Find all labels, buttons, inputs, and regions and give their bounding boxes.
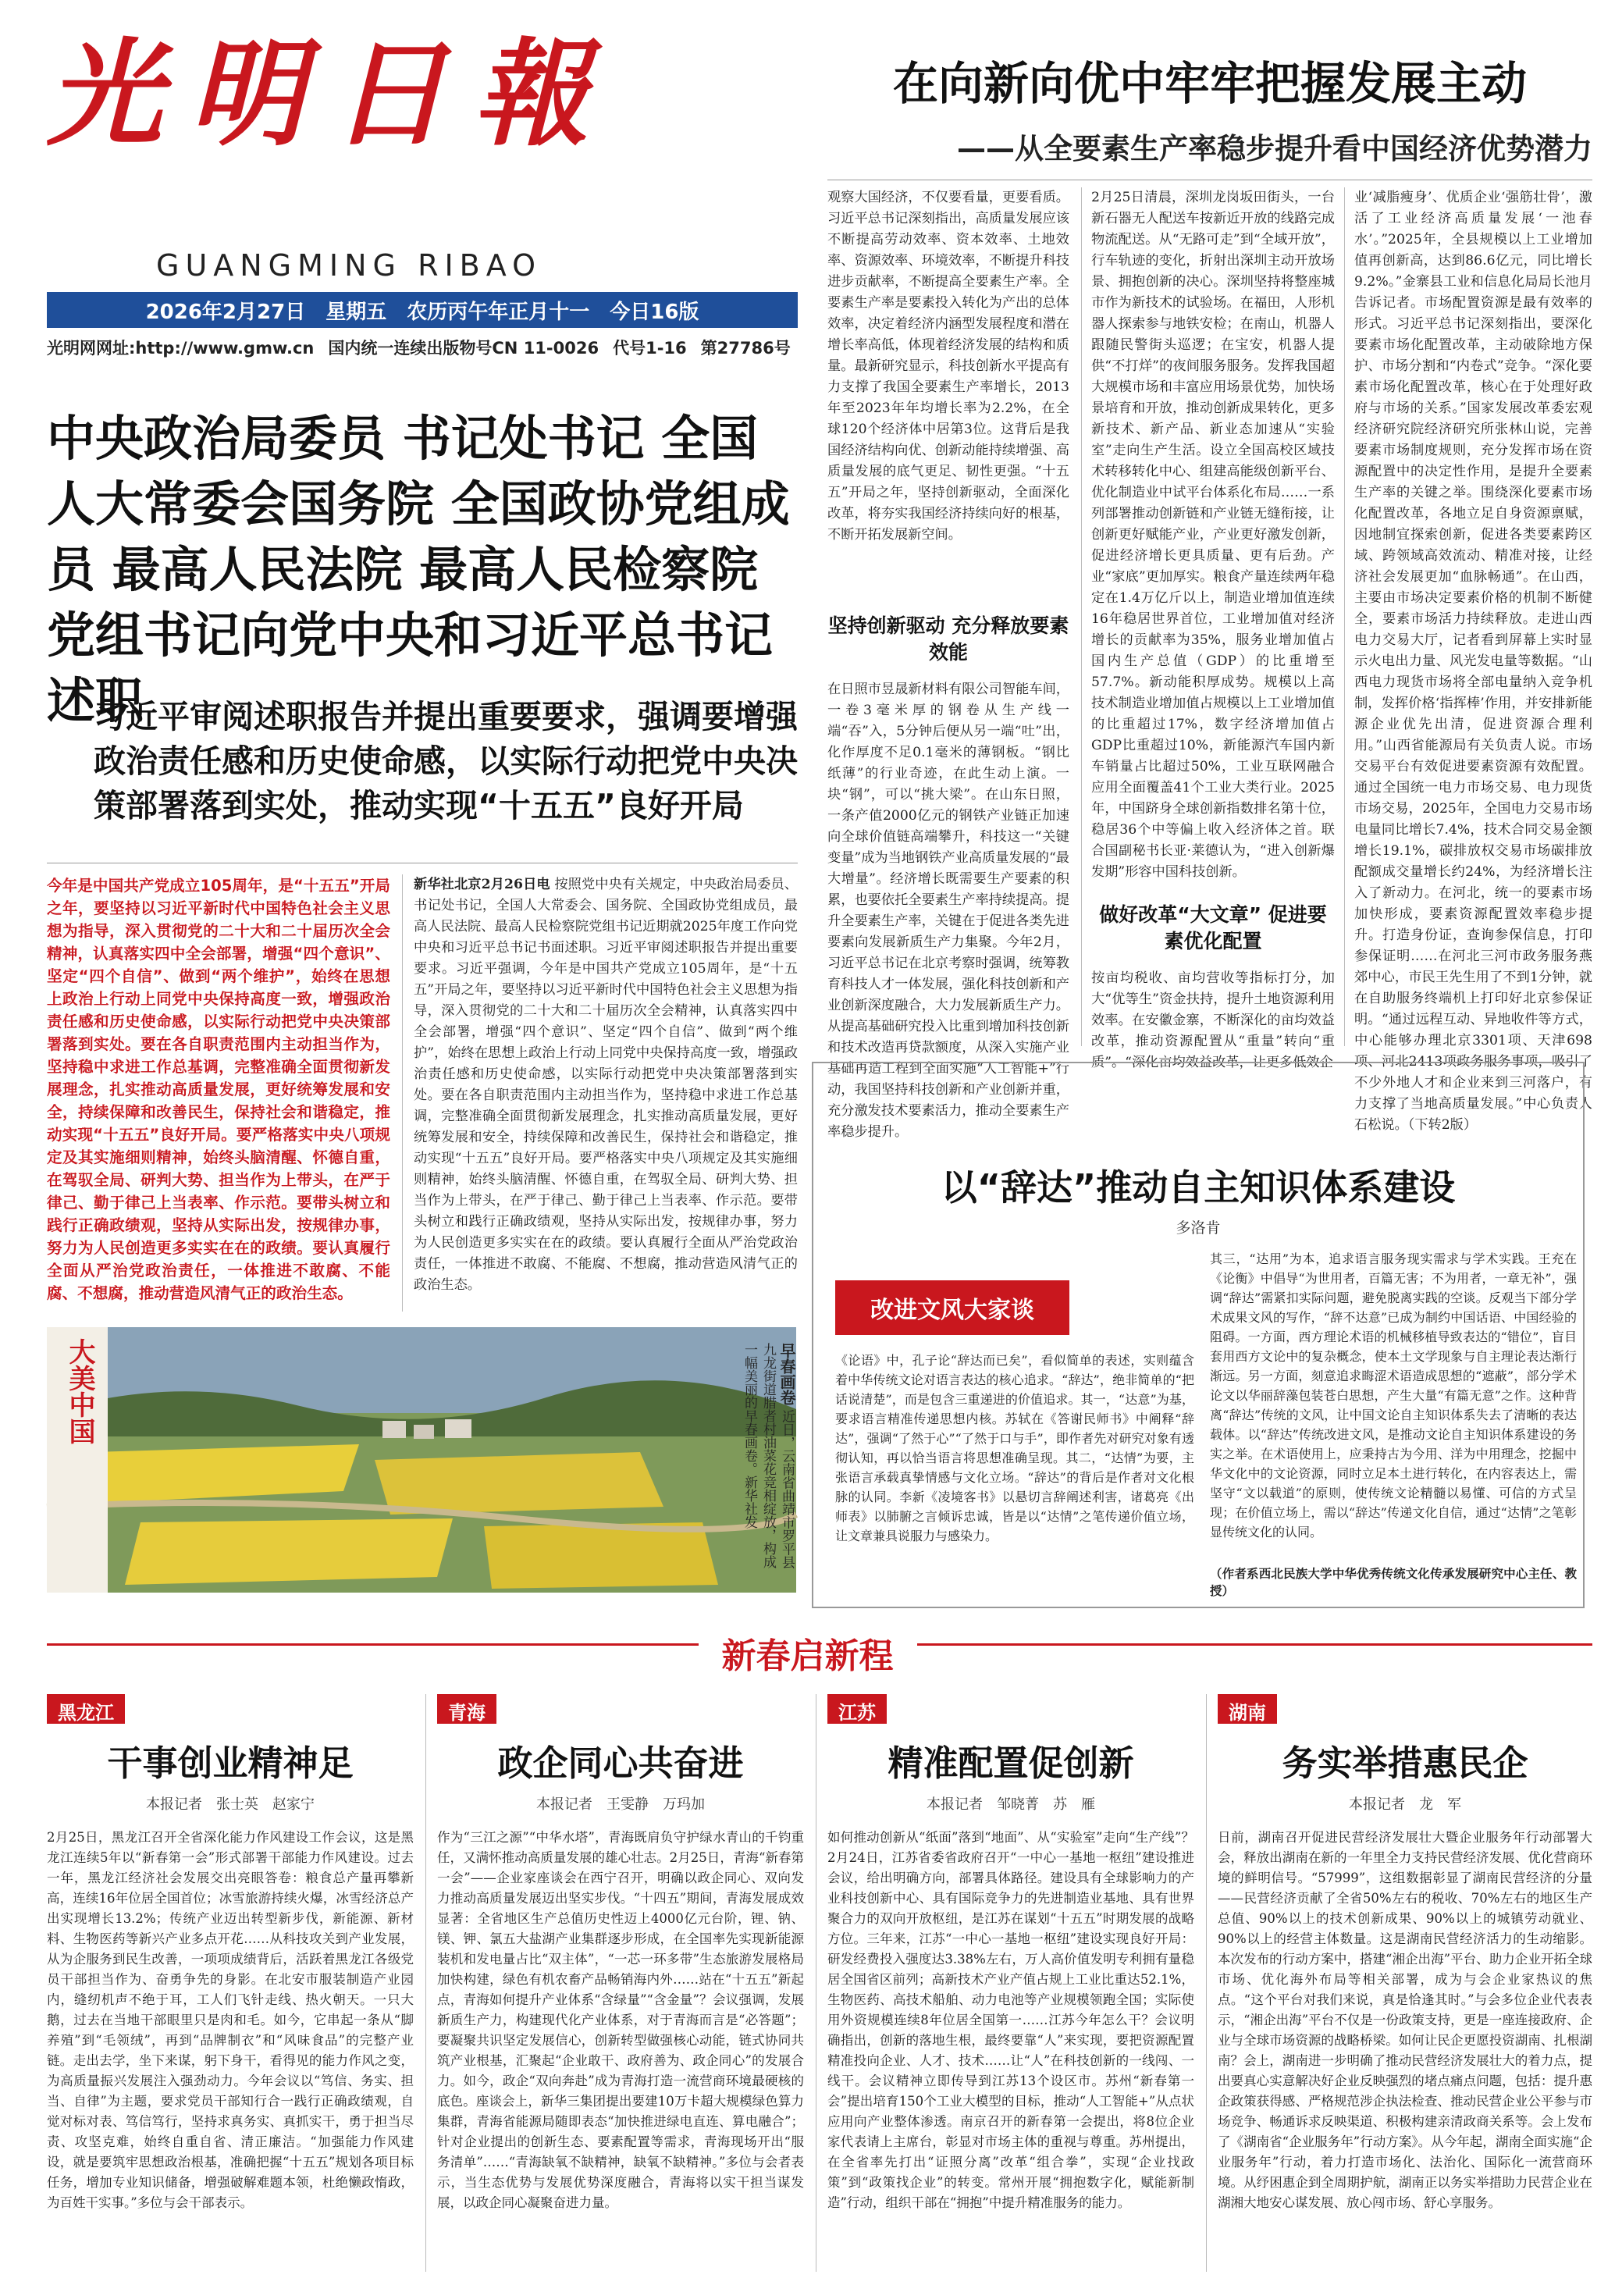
masthead-pinyin: GUANGMING RIBAO — [156, 248, 542, 283]
lead-headline: 中央政治局委员 书记处书记 全国人大常委会国务院 全国政协党组成员 最高人民法院 最高人民检察院党组书记向党中央和习近平总书记述职 — [47, 410, 790, 729]
right-headline: 在向新向优中牢牢把握发展主动 — [892, 57, 1527, 110]
region-byline: 本报记者 王雯静 万玛加 — [536, 1796, 705, 1813]
region-title: 干事创业精神足 — [107, 1742, 354, 1784]
photo-tag-text: 大美中国 — [64, 1338, 95, 1444]
issue-number: 第27786号 — [700, 339, 791, 358]
lead-body — [414, 874, 798, 1312]
date-bar — [47, 292, 798, 328]
region-byline: 本报记者 邹晓菁 苏 雁 — [927, 1796, 1095, 1813]
website[interactable]: 光明网网址:http://www.gmw.cn — [47, 339, 315, 358]
divider — [1081, 187, 1082, 1046]
lead-body-text: 按照党中央有关规定，中央政治局委员、书记处书记，全国人大常委会、国务院、全国政协党组成员，最高人民法院、最高人民检察院党组书记近期就2025年度工作向党中央和习近平总书记书面述职。习近平审阅述职报告并提出重要要求。习近平强调，今年是中国共产党成立105周年，是“十五五”开局之年，要坚持以习近平新时代中国特色社会主义思想为指导，深入贯彻党的二十大和二十届历次全会精神，认真落实四中全会部署，增强“四个意识”、坚定“四个自信”、做到“两个维护”，始终在思想上政治上行动上同党中央保持高度一致，增强政治责任感和历史使命感，以实际行动把党中央决策部署落到实处。要在各自职责范围内主动担当作为，坚持稳中求进工作总基调，完整准确全面贯彻新发展理念，扎实推动高质量发展，更好统筹发展和安全，持续保障和改善民生，保持社会和谐稳定，推动实现“十五五”良好开局。要严格落实中央八项规定及其实施细则精神，始终头脑清醒、怀德自重，在驾驭全局、研判大势、担当作为上带头，在严于律己、勤于律己上当表率、作示范。要带头树立和践行正确政绩观，坚持从实际出发，按规律办事，努力为人民创造更多实实在在的政绩。要认真履行全面从严治党政治责任，一体推进不敢腐、不能腐、不想腐，推动营造风清气正的政治生态。 — [414, 877, 798, 1293]
distribution-code: 代号1-16 — [613, 339, 687, 358]
divider — [425, 1694, 426, 2272]
region-byline: 本报记者 张士英 赵家宁 — [146, 1796, 315, 1813]
region-story-hunan — [1218, 1694, 1592, 2296]
divider — [402, 874, 403, 1312]
region-story-qinghai — [437, 1694, 804, 2296]
right-col1b: 在日照市昱晟新材料有限公司智能车间，一卷3毫米厚的钢卷从生产线一端“吞”入，5分钟后便从另一端“吐”出，化作厚度不足0.1毫米的薄钢板。“钢比纸薄”的行业奇迹，在此生动上演。一块“钢”，可以“挑大梁”。在山东日照，一条产值2000亿元的钢铁产业链正加速向全球价值链高端攀升，科技这一“关键变量”成为当地钢铁产业高质量发展的“最大增量”。经济增长既需要生产要素的积累，也要依托全要素生产率持续提高。提升全要素生产率，关键在于促进各类先进要素向发展新质生产力集聚。今年2月，习近平总书记在北京考察时强调，统筹教育科技人才一体发展，强化科技创新和产业创新深度融合，大力发展新质生产力。从提高基础研究投入比重到增加科技创新和技术改造再贷款额度，从深入实施产业基础再造工程到全面实施“人工智能+”行动，我国坚持科技创新和产业创新并重，充分激发技术要素活力，推动全要素生产率稳步提升。 — [827, 682, 1069, 1140]
right-subtitle-1: 坚持创新驱动 充分释放要素效能 — [827, 614, 1069, 664]
divider — [1344, 187, 1345, 1046]
section-title — [0, 1628, 1615, 1678]
photo-caption-text: 近日，云南省曲靖市罗平县九龙街道腊者村油菜花竞相绽放，构成一幅美丽的早春画卷。新华社发 — [742, 1343, 795, 1569]
lead-subhead: 习近平审阅述职报告并提出重要要求，强调要增强政治责任感和历史使命感，以实际行动把党中央决策部署落到实处，推动实现“十五五”良好开局 — [94, 698, 798, 824]
right-subhead: ——从全要素生产率稳步提升看中国经济优势潜力 — [957, 132, 1592, 166]
date: 2026年2月27日 — [145, 300, 306, 324]
masthead-name: 光明日報 — [47, 26, 615, 162]
essay-credit: （作者系西北民族大学中华优秀传统文化传承发展研究中心主任、教授） — [1210, 1566, 1577, 1598]
region-tag: 江苏 — [827, 1694, 887, 1724]
region-tag: 青海 — [437, 1694, 496, 1724]
region-byline: 本报记者 龙 军 — [1349, 1796, 1461, 1813]
photo-caption — [663, 1343, 796, 1577]
essay-column-tag: 改进文风大家谈 — [835, 1280, 1069, 1335]
photo-title: 早春画卷 — [777, 1343, 796, 1405]
region-title: 精准配置促创新 — [888, 1742, 1134, 1784]
lunar-date: 农历丙午年正月十一 — [407, 300, 590, 324]
region-body: 作为“三江之源”“中华水塔”，青海既肩负守护绿水青山的千钧重任，又满怀推动高质量发展的雄心壮志。2月25日，青海“新春第一会”——企业家座谈会在西宁召开，明确以政企同心、双向发力推动高质量发展迈出坚实步伐。“十四五”期间，青海发展成效显著：全省地区生产总值历史性迈上4000亿元台阶，锂、钠、镁、钾、氯五大盐湖产业集群逐步形成，在全国率先实现新能源装机和发电量占比“双主体”，“一芯一环多带”生态旅游发展格局加快构建，绿色有机农畜产品畅销海内外……站在“十五五”新起点，青海如何提升产业体系“含绿量”“含金量”？会议强调，发展新质生产力，构建现代化产业体系，对于青海而言是“必答题”；要凝聚共识坚定发展信心，创新转型做强核心动能，链式协同共筑产业根基，汇聚起“企业敢干、政府善为、政企同心”的发展合力。如今，政企“双向奔赴”成为青海打造一流营商环境最硬核的底色。座谈会上，新华三集团提出要建10万卡超大规模绿色算力集群，青海省能源局随即表态“加快推进绿电直连、算电融合”；针对企业提出的创新生态、要素配置等需求，青海现场开出“服务清单”……“青海缺氧不缺精神，缺氧不缺精神。”多位与会者表示，当生态优势与发展优势深度融合，青海将以实干担当谋发展，以政企同心凝聚奋进力量。 — [437, 1830, 804, 2210]
region-body: 日前，湖南召开促进民营经济发展壮大暨企业服务年行动部署大会，释放出湖南在新的一年里全力支持民营经济发展、优化营商环境的鲜明信号。“57999”，这组数据彰显了湖南民营经济的分量——民营经济贡献了全省50%左右的税收、70%左右的地区生产总值、90%以上的技术创新成果、90%以上的城镇劳动就业、90%以上的经营主体数量。这是湖南民营经济活力的生动缩影。本次发布的行动方案中，搭建“湘企出海”平台、助力企业开拓全球市场、优化海外布局等相关部署，成为与会企业家热议的焦点。“这个平台对我们来说，真是恰逢其时。”与会多位企业代表表示，“湘企出海”平台不仅是一份政策支持，更是一座连接政府、企业与全球市场资源的战略桥梁。如何让民企更愿投资湖南、扎根湖南？会上，湖南进一步明确了推动民营经济发展壮大的着力点，提出要真心实意解决好企业反映强烈的堵点痛点问题，包括：提升惠企政策获得感、严格规范涉企执法检查、推动民营企业公平参与市场竞争、畅通诉求反映渠道、积极构建亲清政商关系等。会上发布了《湖南省“企业服务年”行动方案》。从今年起，湖南全面实施“企业服务年”行动，着力打造市场化、法治化、国际化一流营商环境。从纾困惠企到全周期护航，湖南正以务实举措助力民营企业在湖湘大地安心谋发展、放心闯市场、舒心享服务。 — [1218, 1830, 1592, 2210]
region-title: 务实举措惠民企 — [1282, 1742, 1528, 1784]
lead-dateline: 新华社北京2月26日电 — [414, 877, 550, 892]
right-subtitle-2: 做好改革“大文章” 促进要素优化配置 — [1099, 903, 1327, 952]
region-tag: 黑龙江 — [47, 1694, 125, 1724]
region-body: 如何推动创新从“纸面”落到“地面”、从“实验室”走向“生产线”？2月24日，江苏省委省政府召开“一中心一基地一枢纽”建设推进会议，给出明确方向，部署具体路径。建设具有全球影响力的产业科技创新中心、具有国际竞争力的先进制造业基地、具有世界聚合力的双向开放枢纽，是江苏在谋划“十五五”时期发展的战略方位。三年来，江苏“一中心一基地一枢纽”建设实现良好开局：研发经费投入强度达3.38%左右，万人高价值发明专利拥有量稳居全国省区前列；高新技术产业产值占规上工业比重达52.1%，生物医药、高技术船舶、动力电池等产业规模领跑全国；实际使用外资规模连续8年位居全国第一……江苏今年怎么干？会议明确指出，创新的落地生根，最终要靠“人”来实现，要把资源配置精准投向企业、人才、技术……让“人”在科技创新的一线闯、一线干。会议精神立即传导到江苏13个设区市。苏州“新春第一会”提出培育150个工业大模型的目标，推动“人工智能+”从点状应用向产业整体渗透。南京召开的新春第一会提出，将8位企业家代表请上主席台，彰显对市场主体的重视与尊重。苏州提出，在全省率先打出“证照分离”改革“组合拳”，实现“企业找政策”到“政策找企业”的转变。常州开展“拥抱数字化，赋能新制造”行动，组织干部在“拥抱”中提升精准服务的能力。 — [827, 1830, 1194, 2210]
essay-title: 以“辞达”推动自主知识体系建设 — [941, 1166, 1456, 1209]
publication-info — [47, 336, 798, 359]
essay-right: 其三，“达用”为本，追求语言服务现实需求与学术实践。王充在《论衡》中倡导“为世用者，百篇无害；不为用者，一章无补”，强调“辞达”需紧扣实际问题，避免脱离实践的空谈。反观当下部分学术成果文风的写作，“辞不达意”已成为制约中国话语、中国经验的阻碍。一方面，西方理论术语的机械移植导致表达的“错位”，盲目套用西方文论中的复杂概念，使本土文学现象与自主理论表达渐行渐远。另一方面，刻意追求晦涩术语造成思想的“遮蔽”，部分学术论文以华丽辞藻包装苍白思想，产生大量“有篇无意”之作。这种背离“辞达”传统的文风，让中国文论自主知识体系失去了清晰的表达载体。以“辞达”传统改进文风，是推动文论自主知识体系建设的务实之举。在术语使用上，应秉持古为今用、洋为中用理念，挖掘中华文化中的文论资源，同时立足本土进行转化，在内容表达上，需坚守“文以载道”的原则，使传统文论精髓以易懂、可信的方式呈现；在价值立场上，需以“辞达”传递文化自信，通过“达情”之笔彰显传统文化的认同。 — [1210, 1251, 1577, 1540]
essay-left: 《论语》中，孔子论“辞达而已矣”，看似简单的表述，实则蕴含着中华传统文论对语言表达的核心追求。“辞达”，绝非简单的“把话说清楚”，而是包含三重递进的价值追求。其一，“达意”为基，要求语言精准传递思想内核。苏轼在《答谢民师书》中阐释“辞达”，强调“了然于心”“了然于口与手”，即作者先对研究对象有透彻认知，再以恰当语言将思想准确呈现。其二，“达情”为要，主张语言承载真挚情感与文化立场。“辞达”的背后是作者对文化根脉的认同。李新《凌境客书》以悬切言辞阐述利害，诸葛亮《出师表》以肺腑之言倾诉忠诚，皆是以“达情”之笔传递价值立场，让文章兼具说服力与感染力。 — [835, 1353, 1194, 1543]
divider — [1206, 1694, 1207, 2272]
region-story-jiangsu — [827, 1694, 1194, 2296]
masthead-logo — [47, 23, 796, 172]
region-story-heilongjiang — [47, 1694, 414, 2296]
right-col3: 业‘减脂瘦身’、优质企业‘强筋壮骨’，激活了工业经济高质量发展‘一池春水’。”2025年，全县规模以上工业增加值再创新高，达到86.6亿元，同比增长9.2%。”金寨县工业和信息化局局长池月告诉记者。市场配置资源是最有效率的形式。习近平总书记深刻指出，要深化要素市场化配置改革，主动破除地方保护、市场分割和“内卷式”竞争。“深化要素市场化配置改革，核心在于处理好政府与市场的关系。”国家发展改革委宏观经济研究院经济研究所张林山说，完善要素市场制度规则，充分发挥市场在资源配置中的决定性作用，是提升全要素生产率的关键之举。围绕深化要素市场化配置改革，各地立足自身资源禀赋，因地制宜探索创新，促进各类要素跨区域、跨领域高效流动、精准对接，让经济社会发展更加“血脉畅通”。在山西，主要由市场决定要素价格的机制不断健全，要素市场活力持续释放。走进山西电力交易大厅，记者看到屏幕上实时显示火电出力量、风光发电量等数据。“山西电力现货市场将全部电量纳入竞争机制，发挥价格‘指挥棒’作用，并安排新能源企业优先出清，促进资源合理利用。”山西省能源局有关负责人说。市场交易平台有效促进要素资源有效配置。通过全国统一电力市场交易、电力现货市场交易，2025年，全国电力交易市场电量同比增长7.4%，技术合同交易金额增长19.1%，碳排放权交易市场碳排放配额成交量增长约24%，为经济增长注入了新动力。在河北，统一的要素市场加快形成，要素资源配置效率稳步提升。打造身份证，查询参保信息，打印参保证明……在河北三河市政务服务燕郊中心，市民王先生用了不到1分钟，就在自助服务终端机上打印好北京参保证明。“通过远程互动、异地收件等方式，中心能够办理北京3301项、天津698项、河北2413项政务服务事项，吸引了不少外地人才和企业来到三河落户，有力支撑了当地高质量发展。”中心负责人石松说。（下转2版） — [1354, 190, 1592, 1133]
region-tag: 湖南 — [1218, 1694, 1277, 1724]
region-title: 政企同心共奋进 — [497, 1742, 744, 1784]
essay-author: 多洛肯 — [1176, 1219, 1221, 1237]
region-body: 2月25日，黑龙江召开全省深化能力作风建设工作会议，这是黑龙江连续5年以“新春第一会”形式部署干部能力作风建设。过去一年，黑龙江经济社会发展交出亮眼答卷：粮食总产量再攀新高，连续16年位居全国首位；冰雪旅游持续火爆，冰雪经济总产出实现增长13.2%；传统产业迈出转型新步伐，新能源、新材料、生物医药等新兴产业多点开花……从科技攻关到产业发展，从为企服务到民生改善，一项项成绩背后，活跃着黑龙江各级党员干部担当作为、奋勇争先的身影。在北安市服装制造产业园内，缝纫机声不绝于耳，工人们飞针走线、热火朝天。一只大鹅，过去在当地干部眼里只是肉和毛。如今，它串起一条从“脚养殖”到“毛领绒”，再到“品牌制衣”和“风味食品”的完整产业链。走出去学，坐下来谋，躬下身干，看得见的能力作风之变，为高质量振兴发展注入强劲动力。今年会议以“笃信、务实、担当、自律”为主题，要求党员干部知行合一践行正确政绩观，自觉对标对表、笃信笃行，坚持求真务实、真抓实干，勇于担当尽责、攻坚克难，始终自重自省、清正廉洁。“加强能力作风建设，就是要筑牢思想政治根基，准确把握“十五五”规划各项目标任务，增加专业知识储备，增强破解难题本领，杜绝懒政惰政，为百姓干实事。”多位与会干部表示。 — [47, 1830, 414, 2210]
photo-column-tag — [47, 1327, 108, 1593]
right-col1: 观察大国经济，不仅要看量，更要看质。习近平总书记深刻指出，高质量发展应该不断提高劳动效率、资本效率、土地效率、资源效率、环境效率，不断提升科技进步贡献率，不断提高全要素生产率。全要素生产率是要素投入转化为产出的总体效率，决定着经济内涵型发展程度和潜在增长率高低，体现着经济发展的结构和质量。最新研究显示，科技创新水平提高有力支撑了我国全要素生产率增长，2013年至2023年年均增长率为2.2%，在全球120个经济体中居第3位。这背后是我国经济结构向优、创新动能持续增强、高质量发展的底气更足、韧性更强。“十五五”开局之年，坚持创新驱动，全面深化改革，将夯实我国经济持续向好的根基，不断开拓发展新空间。 — [827, 190, 1069, 543]
right-col2: 2月25日清晨，深圳龙岗坂田街头，一台新石器无人配送车按新近开放的线路完成物流配送。从“无路可走”到“全域开放”，行车轨迹的变化，折射出深圳主动开放场景、拥抱创新的决心。深圳坚持将整座城市作为新技术的试验场。在福田，人形机器人探索参与地铁安检；在南山，机器人跟随民警街头巡逻；在宝安，机器人提供“不打烊”的夜间服务服务。发挥我国超大规模市场和丰富应用场景优势，加快场景培育和开放，推动创新成果转化，更多新技术、新产品、新业态加速从“实验室”走向生产生活。设立全国高校区域技术转移转化中心、组建高能级创新平台、优化制造业中试平台体系化布局……一系列部署推动创新链和产业链无缝衔接，让创新更好赋能产业，产业更好激发创新，促进经济增长更具质量、更有后劲。产业“家底”更加厚实。粮食产量连续两年稳定在1.4万亿斤以上，制造业增加值连续16年稳居世界首位，工业增加值对经济增长的贡献率为35%，服务业增加值占国内生产总值（GDP）的比重增至57.7%。新动能积厚成势。规模以上高技术制造业增加值占规模以上工业增加值的比重超过17%，数字经济增加值占GDP比重超过10%，新能源汽车国内新车销量占比超过50%，工业互联网融合应用全面覆盖41个工业大类行业。2025年，中国跻身全球创新指数排名第十位，稳居36个中等偏上收入经济体之首。联合国副秘书长亚·莱德认为，“进入创新爆发期”形容中国科技创新。 — [1091, 190, 1335, 880]
issn: 国内统一连续出版物号CN 11-0026 — [328, 339, 599, 358]
right-col2b: 按亩均税收、亩均营收等指标打分，加大“优等生”资金扶持，提升土地资源利用效率。在安徽金寨，不断深化的亩均效益改革，推动资源配置从“重量”转向“重质”。“深化亩均效益改革，让更多低效企 — [1091, 970, 1335, 1070]
lead-red-summary: 今年是中国共产党成立105周年，是“十五五”开局之年，要坚持以习近平新时代中国特色社会主义思想为指导，深入贯彻党的二十大和二十届历次全会精神，认真落实四中全会部署，增强“四个意识”、坚定“四个自信”、做到“两个维护”，始终在思想上政治上行动上同党中央保持高度一致，增强政治责任感和历史使命感，以实际行动把党中央决策部署落到实处。要在各自职责范围内主动担当作为，坚持稳中求进工作总基调，完整准确全面贯彻新发展理念，扎实推动高质量发展，更好统筹发展和安全，持续保障和改善民生，保持社会和谐稳定，推动实现“十五五”良好开局。要严格落实中央八项规定及其实施细则精神，始终头脑清醒、怀德自重，在驾驭全局、研判大势、担当作为上带头，在严于律己、勤于律己上当表率、作示范。要带头树立和践行正确政绩观，坚持从实际出发，按规律办事，努力为人民创造更多实实在在的政绩。要认真履行全面从严治党政治责任，一体推进不敢腐、不能腐、不想腐，推动营造风清气正的政治生态。 — [47, 877, 390, 1302]
section-title-text: 新春启新程 — [699, 1636, 917, 1676]
weekday: 星期五 — [325, 300, 387, 324]
page-count: 今日16版 — [610, 300, 699, 324]
